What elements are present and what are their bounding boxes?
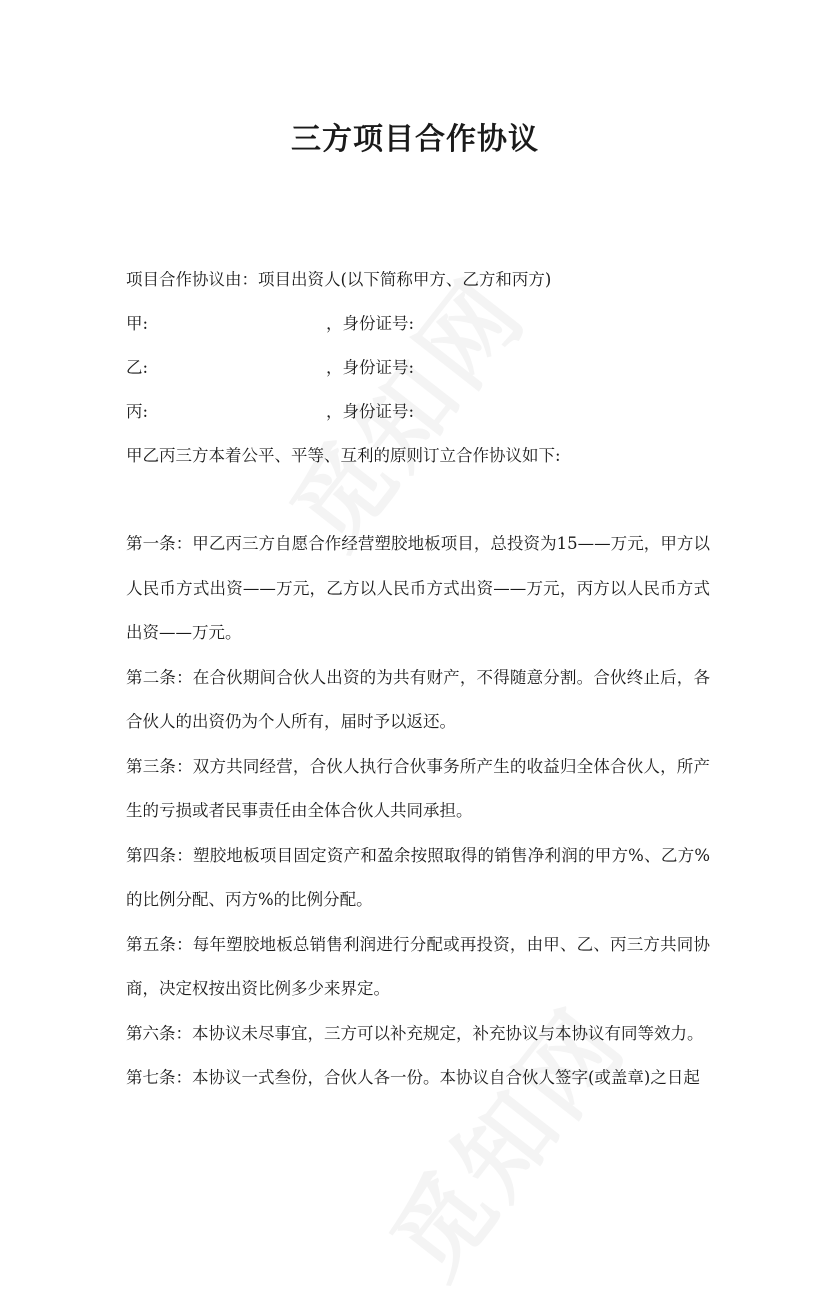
clause-3: 第三条：双方共同经营，合伙人执行合伙事务所产生的收益归全体合伙人，所产生的亏损或者民事责任由全体合伙人共同承担。 — [126, 756, 710, 820]
clause-4: 第四条：塑胶地板项目固定资产和盈余按照取得的销售净利润的甲方%、乙方%的比例分配、丙方%的比例分配。 — [126, 845, 710, 909]
intro-line: 项目合作协议由：项目出资人(以下简称甲方、乙方和丙方) — [126, 270, 552, 289]
spacer — [126, 478, 710, 522]
document-body — [126, 258, 710, 1101]
clause-5: 第五条：每年塑胶地板总销售利润进行分配或再投资，由甲、乙、丙三方共同协商，决定权按出资比例多少来界定。 — [126, 934, 710, 998]
party-c-line — [126, 390, 710, 434]
clause-7: 第七条：本协议一式叁份，合伙人各一份。本协议自合伙人签字(或盖章)之日起 — [126, 1068, 700, 1087]
party-label: 甲: — [126, 314, 149, 333]
clause-1: 第一条：甲乙丙三方自愿合作经营塑胶地板项目，总投资为15——万元，甲方以人民币方式出资——万元，乙方以人民币方式出资——万元，丙方以人民币方式出资——万元。 — [126, 534, 710, 642]
clause-6: 第六条：本协议未尽事宜，三方可以补充规定，补充协议与本协议有同等效力。 — [126, 1023, 704, 1043]
id-number-label: ，身份证号: — [326, 402, 415, 421]
document-title: 三方项目合作协议 — [291, 122, 539, 157]
party-b-line — [126, 346, 710, 390]
clause-2: 第二条：在合伙期间合伙人出资的为共有财产，不得随意分割。合伙终止后，各合伙人的出资仍为个人所有，届时予以返还。 — [126, 667, 710, 731]
party-label: 丙: — [126, 402, 149, 421]
party-a-line — [126, 302, 710, 346]
id-number-label: ，身份证号: — [326, 314, 415, 333]
preamble-line: 甲乙丙三方本着公平、平等、互利的原则订立合作协议如下: — [126, 446, 561, 465]
party-label: 乙: — [126, 358, 149, 377]
id-number-label: ，身份证号: — [326, 358, 415, 377]
